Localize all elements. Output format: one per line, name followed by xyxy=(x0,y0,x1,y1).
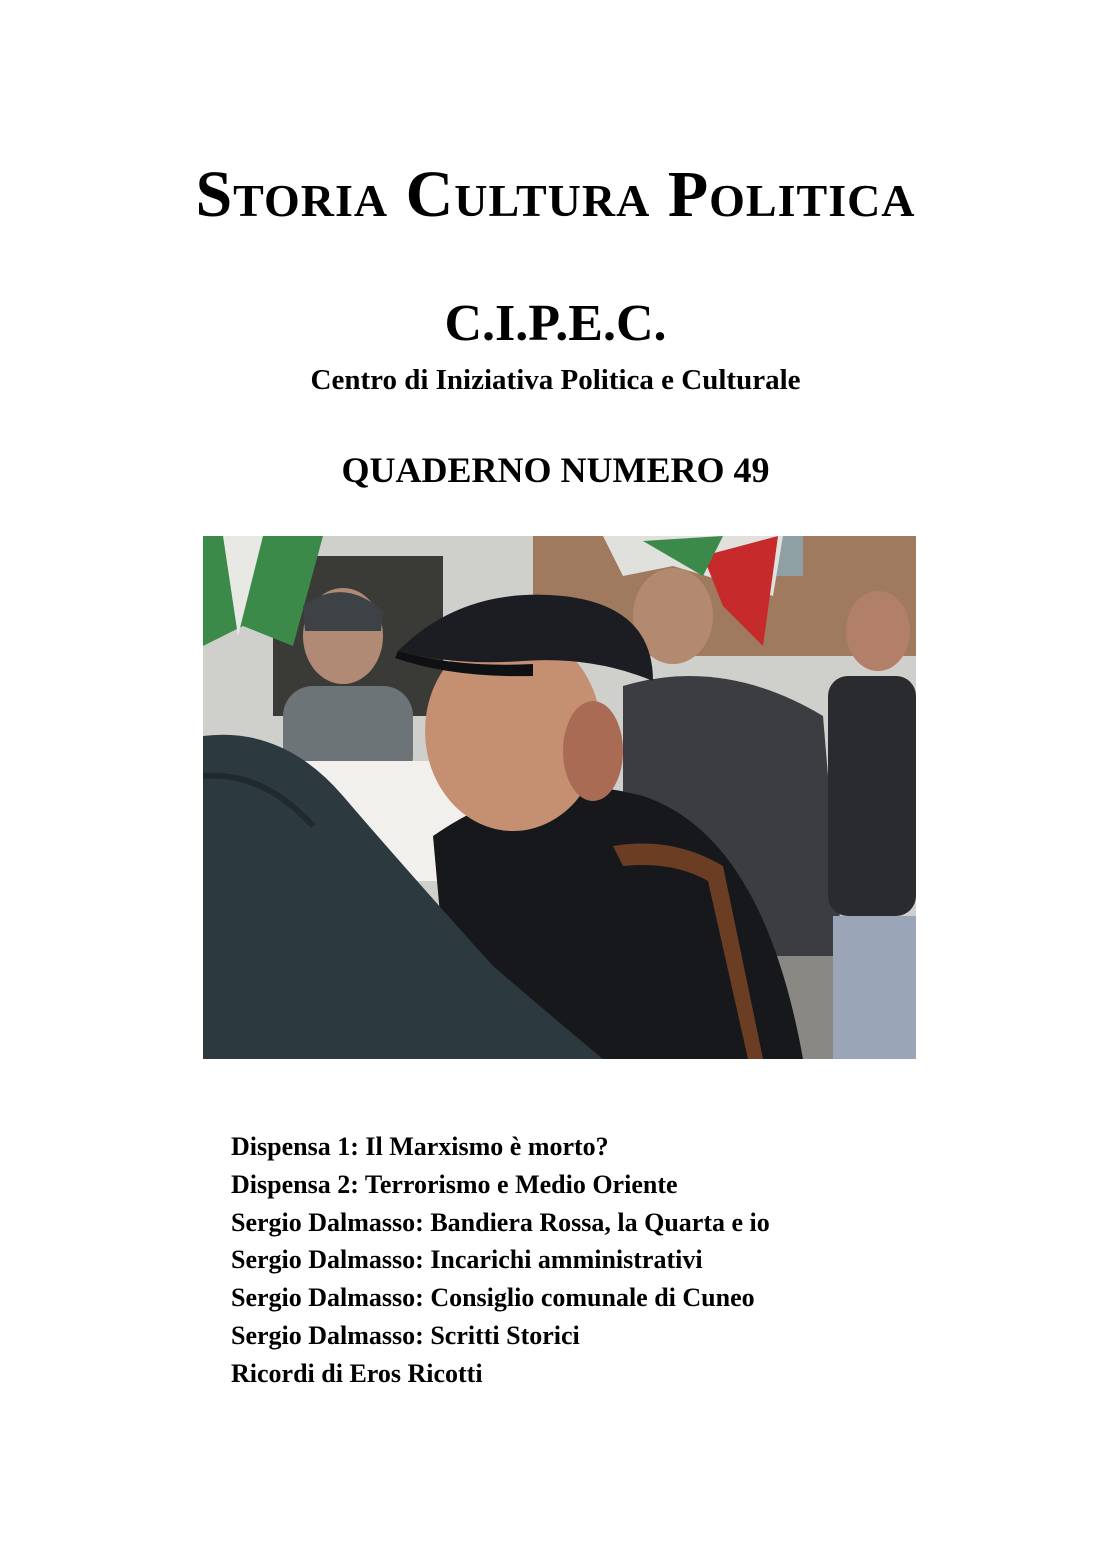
contents-item-2: Dispensa 2: Terrorismo e Medio Oriente xyxy=(231,1169,678,1199)
photo-person-background-3 xyxy=(846,591,910,671)
contents-item-3: Sergio Dalmasso: Bandiera Rossa, la Quarta e io xyxy=(231,1207,770,1237)
organization-full-name: Centro di Iniziativa Politica e Culturale xyxy=(310,364,801,396)
contents-item-6: Sergio Dalmasso: Scritti Storici xyxy=(231,1320,580,1350)
photo-jeans xyxy=(833,916,916,1059)
organization-abbreviation: C.I.P.E.C. xyxy=(444,295,667,352)
contents-item-5: Sergio Dalmasso: Consiglio comunale di Cuneo xyxy=(231,1283,755,1313)
cover-photo xyxy=(203,536,916,1059)
contents-item-7: Ricordi di Eros Ricotti xyxy=(231,1358,483,1388)
photo-person-background-3-coat xyxy=(828,676,916,916)
issue-number: QUADERNO NUMERO 49 xyxy=(341,450,770,490)
contents-list xyxy=(231,1128,770,1393)
photo-illustration xyxy=(203,536,916,1059)
contents-item-4: Sergio Dalmasso: Incarichi amministrativi xyxy=(231,1245,703,1275)
contents-item-1: Dispensa 1: Il Marxismo è morto? xyxy=(231,1132,609,1161)
photo-subject-ear xyxy=(563,701,623,801)
journal-title: Storia Cultura Politica xyxy=(195,158,916,231)
